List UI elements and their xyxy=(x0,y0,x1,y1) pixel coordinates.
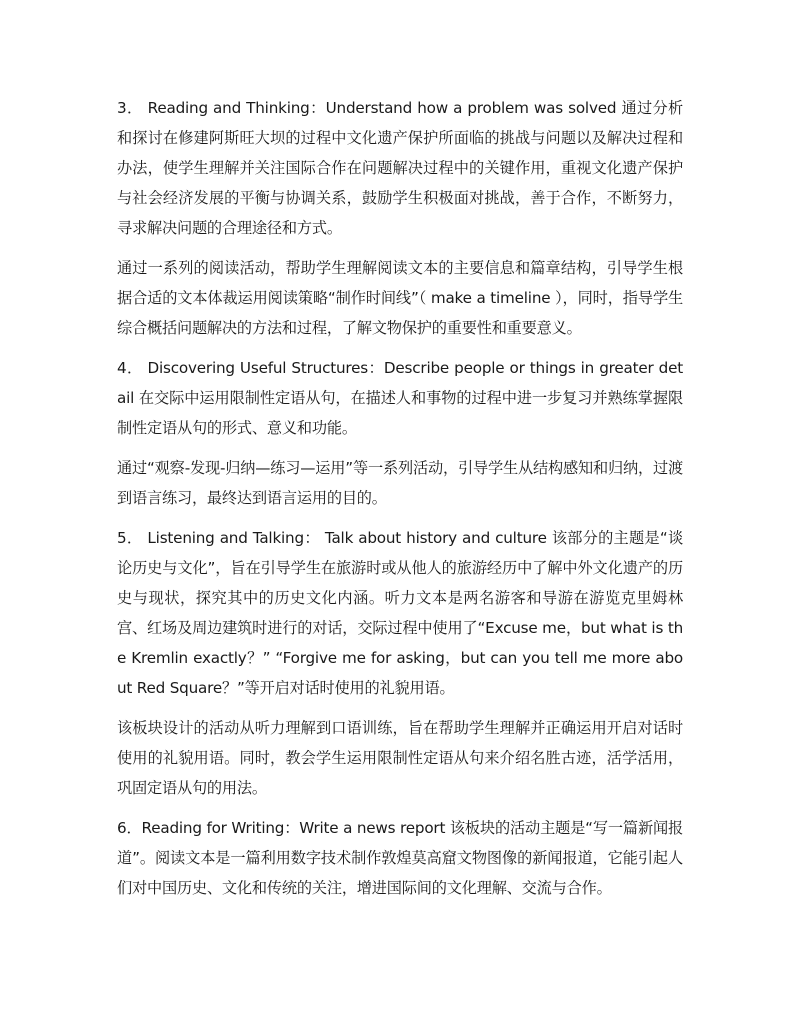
section-3-paragraph xyxy=(117,93,683,243)
section-5-heading: 5． Listening and Talking： Talk about history and culture xyxy=(117,529,547,547)
document-page xyxy=(117,93,683,913)
section-3-followup: 通过一系列的阅读活动，帮助学生理解阅读文本的主要信息和篇章结构，引导学生根据合适的文本体裁运用阅读策略“制作时间线”（ make a timeline ），同时，指导学生综合概括问题解决的方法和过程，了解文物保护的重要性和重要意义。 xyxy=(117,259,683,337)
section-5-followup: 该板块设计的活动从听力理解到口语训练，旨在帮助学生理解并正确运用开启对话时使用的礼貌用语。同时，教会学生运用限制性定语从句来介绍名胜古迹，活学活用，巩固定语从句的用法。 xyxy=(117,719,683,797)
section-6-paragraph xyxy=(117,813,683,903)
section-4-paragraph xyxy=(117,353,683,443)
section-6-heading: 6．Reading for Writing：Write a news report xyxy=(117,819,446,837)
section-4-followup: 通过“观察-发现-归纳—练习—运用”等一系列活动，引导学生从结构感知和归纳，过渡到语言练习，最终达到语言运用的目的。 xyxy=(117,459,683,507)
section-4-body: 在交际中运用限制性定语从句，在描述人和事物的过程中进一步复习并熟练掌握限制性定语从句的形式、意义和功能。 xyxy=(117,389,683,437)
section-5-body: 该部分的主题是“谈论历史与文化”，旨在引导学生在旅游时或从他人的旅游经历中了解中外文化遗产的历史与现状，探究其中的历史文化内涵。听力文本是两名游客和导游在游览克里姆林宫、红场及周边建筑时进行的对话，交际过程中使用了“Excuse me，but what is the Kremlin exactly？” “Forgive me for asking，but can you tell me more about Red Square？”等开启对话时使用的礼貌用语。 xyxy=(117,529,683,697)
section-3-body: 通过分析和探讨在修建阿斯旺大坝的过程中文化遗产保护所面临的挑战与问题以及解决过程和办法，使学生理解并关注国际合作在问题解决过程中的关键作用，重视文化遗产保护与社会经济发展的平衡与协调关系，鼓励学生积极面对挑战，善于合作，不断努力，寻求解决问题的合理途径和方式。 xyxy=(117,99,683,237)
section-6-body: 该板块的活动主题是“写一篇新闻报道”。阅读文本是一篇利用数字技术制作敦煌莫高窟文物图像的新闻报道，它能引起人们对中国历史、文化和传统的关注，增进国际间的文化理解、交流与合作。 xyxy=(117,819,683,897)
section-3-heading: 3． Reading and Thinking：Understand how a problem was solved xyxy=(117,99,617,117)
section-5-paragraph xyxy=(117,523,683,703)
section-4-heading: 4． Discovering Useful Structures：Describe people or things in greater detail xyxy=(117,359,683,407)
